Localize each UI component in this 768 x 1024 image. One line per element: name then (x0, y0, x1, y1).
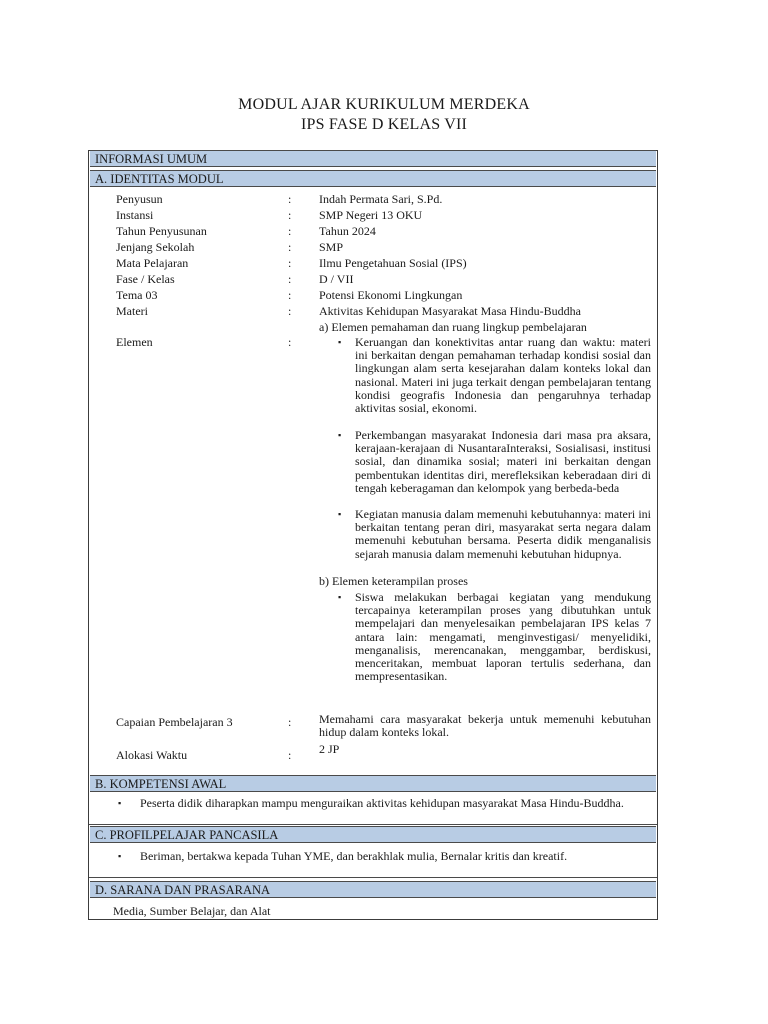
colon: : (288, 288, 292, 302)
value-tema: Potensi Ekonomi Lingkungan (319, 288, 463, 302)
colon: : (288, 208, 292, 222)
colon: : (288, 748, 292, 762)
profil-pelajar-item: Beriman, bertakwa kepada Tuhan YME, dan berakhlak mulia, Bernalar kritis dan kreatif. (140, 849, 568, 863)
label-capaian-pembelajaran: Capaian Pembelajaran 3 (116, 715, 233, 729)
colon: : (288, 715, 292, 729)
bullet-icon: ▪ (118, 851, 122, 861)
elemen-sub-heading-a: a) Elemen pemahaman dan ruang lingkup pembelajaran (319, 320, 587, 334)
colon: : (288, 256, 292, 270)
label-instansi: Instansi (116, 208, 154, 222)
section-header-sarana-prasarana: D. SARANA DAN PRASARANA (90, 881, 656, 898)
elemen-b-bullet-1: Siswa melakukan berbagai kegiatan yang mendukung tercapainya keterampilan proses yang dibutuhkan untuk mempelajari dan menyelesaikan pembelajaran IPS kelas 7 antara lain: mengamati, menginvestigasi/ menyelidiki, menganalisis, merencanakan, menggambar, berdiskusi, menceritakan, membuat laporan tertulis sederhana, dan mempresentasikan. (355, 590, 651, 684)
label-alokasi-waktu: Alokasi Waktu (116, 748, 188, 762)
elemen-sub-heading-b: b) Elemen keterampilan proses (319, 574, 468, 588)
label-elemen: Elemen (116, 335, 153, 349)
elemen-a-bullet-3: Kegiatan manusia dalam memenuhi kebutuhannya: materi ini berkaitan tentang peran diri, masyarakat serta negara dalam memenuhi kebutuhan bersama. Peserta didik menganalisis sejarah manusia dalam memenuhi kebutuhan hidupnya. (355, 507, 651, 561)
elemen-a-bullet-2: Perkembangan masyarakat Indonesia dari masa pra aksara, kerajaan-kerajaan di NusantaraInteraksi, Sosialisasi, institusi sosial, dan dinamika sosial; materi ini berkaitan dengan pembentukan identitas diri, merefleksikan keberadaan diri di tengah keberagaman dan kelompok yang berbeda-beda (355, 428, 651, 495)
label-mata-pelajaran: Mata Pelajaran (116, 256, 189, 270)
kompetensi-awal-item: Peserta didik diharapkan mampu menguraikan aktivitas kehidupan masyarakat Masa Hindu-Buddha. (140, 796, 624, 810)
row-divider (89, 824, 657, 825)
document-title: MODUL AJAR KURIKULUM MERDEKA (238, 96, 530, 113)
bullet-icon: ▪ (338, 337, 342, 347)
label-tahun-penyusunan: Tahun Penyusunan (116, 224, 207, 238)
value-penyusun: Indah Permata Sari, S.Pd. (319, 192, 443, 206)
sarana-item: Media, Sumber Belajar, dan Alat (113, 904, 271, 918)
label-tema: Tema 03 (116, 288, 158, 302)
colon: : (288, 192, 292, 206)
label-penyusun: Penyusun (116, 192, 163, 206)
value-tahun-penyusunan: Tahun 2024 (319, 224, 376, 238)
colon: : (288, 240, 292, 254)
label-fase-kelas: Fase / Kelas (116, 272, 175, 286)
document-subtitle: IPS FASE D KELAS VII (300, 116, 468, 133)
label-materi: Materi (116, 304, 148, 318)
colon: : (288, 224, 292, 238)
bullet-icon: ▪ (338, 592, 342, 602)
value-fase-kelas: D / VII (319, 272, 354, 286)
row-divider (89, 877, 657, 878)
value-mata-pelajaran: Ilmu Pengetahuan Sosial (IPS) (319, 256, 467, 270)
elemen-a-bullet-1: Keruangan dan konektivitas antar ruang dan waktu: materi ini berkaitan dengan pemahaman terhadap kondisi sosial dan lingkungan alam serta kesejarahan dalam konteks lokal dan nasional. Materi ini juga terkait dengan pembelajaran tentang kondisi geografis Indonesia dan pengaruhnya terhadap aktivitas sosial, ekonomi. (355, 335, 651, 416)
section-header-informasi-umum: INFORMASI UMUM (90, 150, 656, 167)
value-capaian-pembelajaran: Memahami cara masyarakat bekerja untuk memenuhi kebutuhan hidup dalam konteks lokal. (319, 712, 651, 740)
bullet-icon: ▪ (338, 430, 342, 440)
section-header-profil-pelajar-pancasila: C. PROFILPELAJAR PANCASILA (90, 826, 656, 843)
label-jenjang-sekolah: Jenjang Sekolah (116, 240, 195, 254)
bullet-icon: ▪ (338, 509, 342, 519)
section-header-kompetensi-awal: B. KOMPETENSI AWAL (90, 775, 656, 792)
value-alokasi-waktu: 2 JP (319, 742, 340, 756)
colon: : (288, 272, 292, 286)
colon: : (288, 304, 292, 318)
section-header-identitas-modul: A. IDENTITAS MODUL (90, 170, 656, 187)
value-jenjang-sekolah: SMP (319, 240, 344, 254)
colon: : (288, 335, 292, 349)
bullet-icon: ▪ (118, 798, 122, 808)
value-materi: Aktivitas Kehidupan Masyarakat Masa Hindu-Buddha (319, 304, 581, 318)
value-instansi: SMP Negeri 13 OKU (319, 208, 423, 222)
